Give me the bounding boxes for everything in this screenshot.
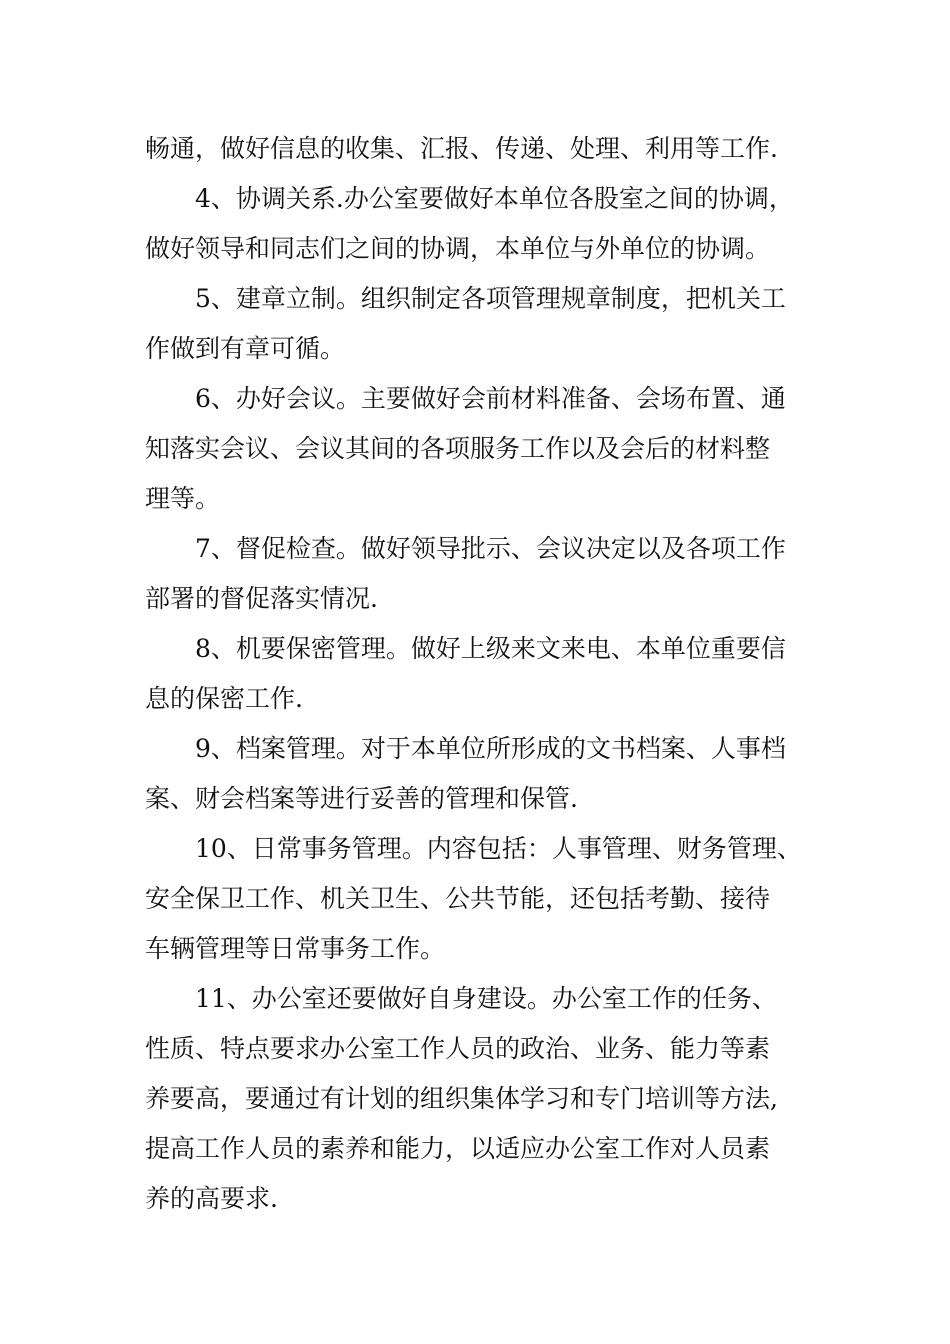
document-body (145, 124, 825, 1224)
item-9-line-2: 案、财会档案等进行妥善的管理和保管. (145, 784, 578, 813)
item-7-line-1: 7、督促检查。做好领导批示、会议决定以及各项工作 (195, 534, 786, 563)
item-11-line-2: 性质、特点要求办公室工作人员的政治、业务、能力等素 (145, 1034, 771, 1063)
item-11-line-3: 养要高，要通过有计划的组织集体学习和专门培训等方法, (145, 1084, 778, 1113)
item-4-line-1: 4、协调关系.办公室要做好本单位各股室之间的协调， (195, 184, 794, 213)
item-5-line-1: 5、建章立制。组织制定各项管理规章制度，把机关工 (195, 284, 786, 313)
item-10-line-3: 车辆管理等日常事务工作。 (145, 934, 446, 963)
item-4-line-2: 做好领导和同志们之间的协调，本单位与外单位的协调。 (145, 234, 771, 263)
item-5-line-2: 作做到有章可循。 (145, 334, 346, 363)
item-9-line-1: 9、档案管理。对于本单位所形成的文书档案、人事档 (195, 734, 786, 763)
item-7-line-2: 部署的督促落实情况. (145, 584, 378, 613)
item-6-line-1: 6、办好会议。主要做好会前材料准备、会场布置、通 (195, 384, 786, 413)
item-8-line-2: 息的保密工作. (145, 684, 303, 713)
item-8-line-1: 8、机要保密管理。做好上级来文来电、本单位重要信 (195, 634, 786, 663)
item-11-line-5: 养的高要求. (145, 1184, 278, 1213)
item-10-line-2: 安全保卫工作、机关卫生、公共节能，还包括考勤、接待 (145, 884, 771, 913)
item-11-line-4: 提高工作人员的素养和能力，以适应办公室工作对人员素 (145, 1134, 771, 1163)
item-6-line-2: 知落实会议、会议其间的各项服务工作以及会后的材料整 (145, 434, 771, 463)
item-6-line-3: 理等。 (145, 484, 221, 513)
item-11-line-1: 11、办公室还要做好自身建设。办公室工作的任务、 (195, 984, 777, 1013)
text-line-continuation: 畅通，做好信息的收集、汇报、传递、处理、利用等工作. (145, 134, 778, 163)
item-10-line-1: 10、日常事务管理。内容包括：人事管理、财务管理、 (195, 834, 802, 863)
